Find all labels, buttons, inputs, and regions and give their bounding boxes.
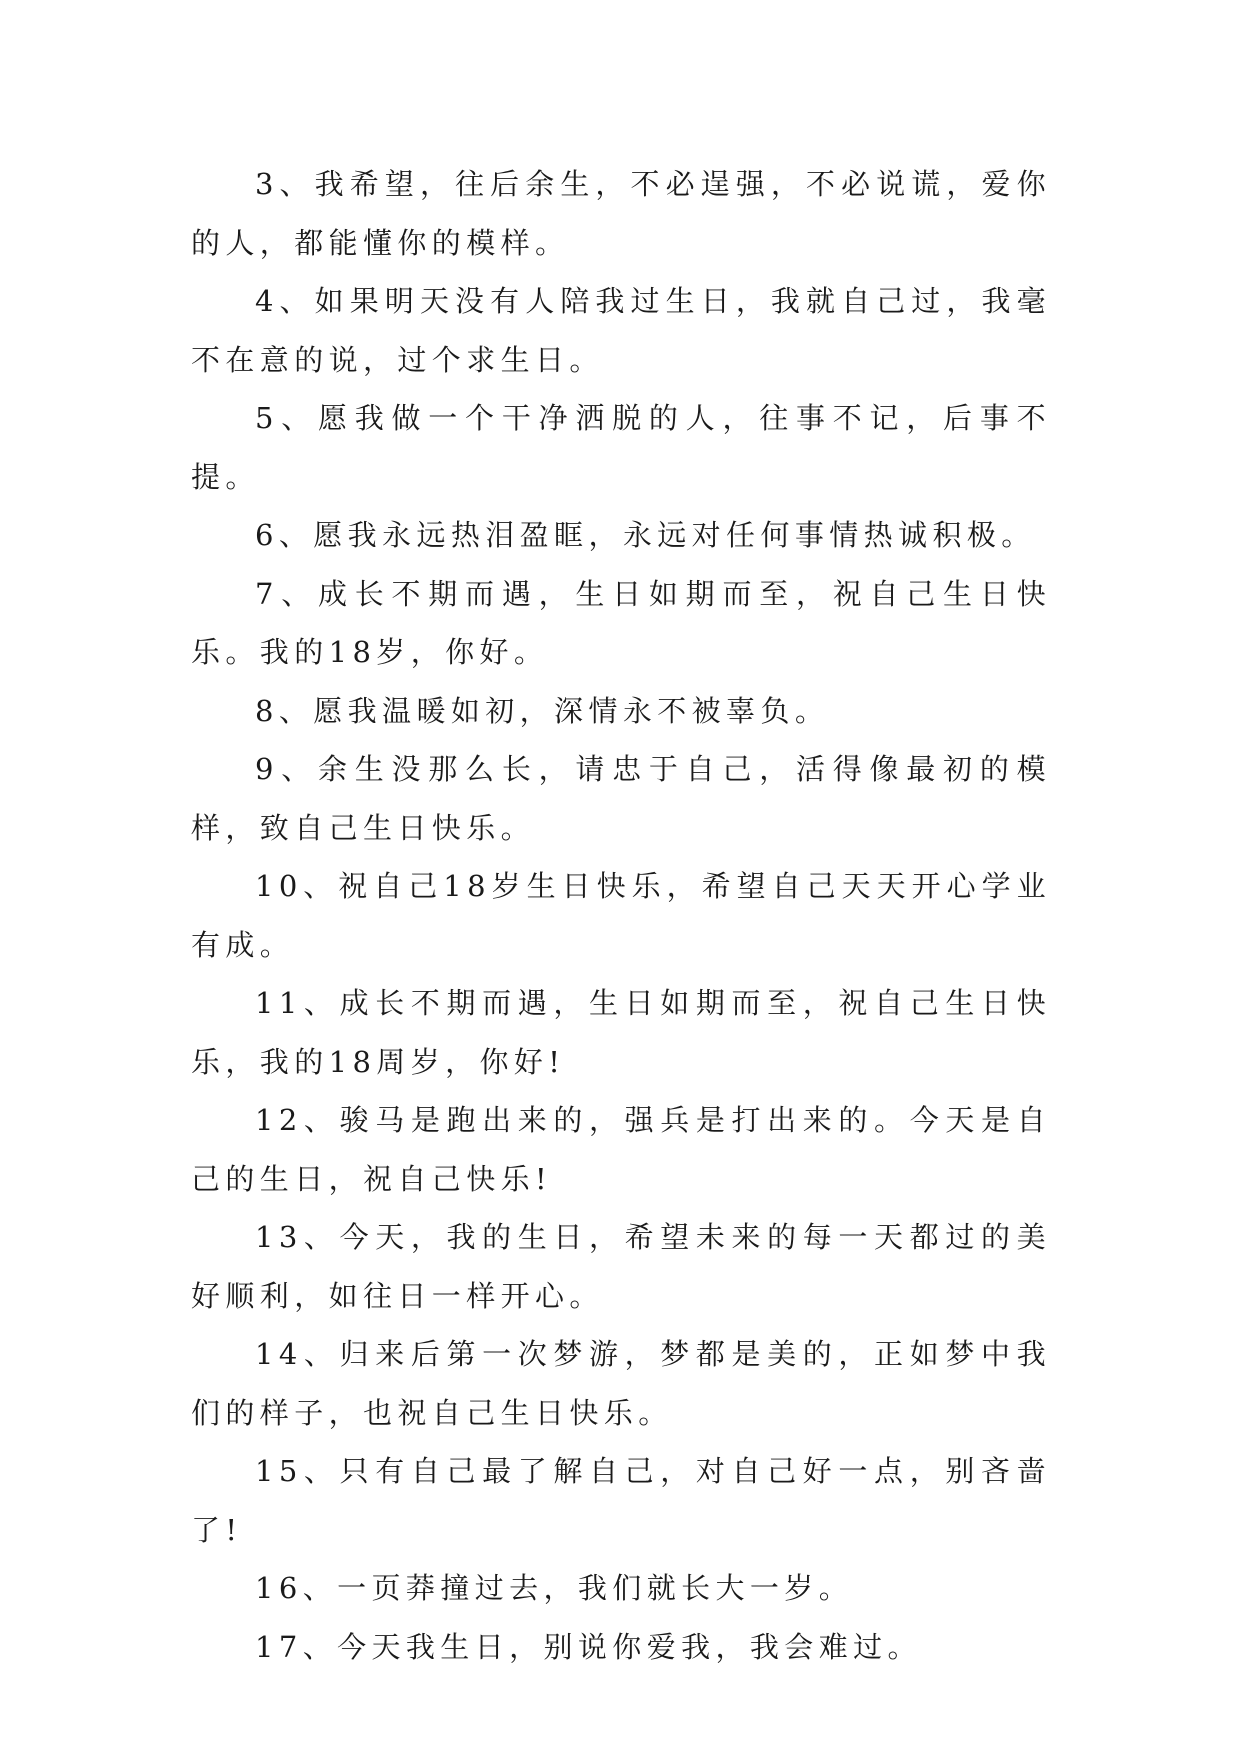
paragraph-12: 12、骏马是跑出来的，强兵是打出来的。今天是自己的生日，祝自己快乐! <box>191 1103 1051 1196</box>
paragraph-7: 7、成长不期而遇，生日如期而至，祝自己生日快乐。我的18岁，你好。 <box>191 576 1051 669</box>
paragraph-6: 6、愿我永远热泪盈眶，永远对任何事情热诚积极。 <box>255 518 1036 552</box>
paragraph-11: 11、成长不期而遇，生日如期而至，祝自己生日快乐，我的18周岁，你好! <box>191 986 1051 1079</box>
document-body <box>191 155 1051 1676</box>
paragraph-15: 15、只有自己最了解自己，对自己好一点，别吝啬了! <box>191 1454 1051 1547</box>
paragraph-9: 9、余生没那么长，请忠于自己，活得像最初的模样，致自己生日快乐。 <box>191 752 1051 845</box>
paragraph-5: 5、愿我做一个干净洒脱的人，往事不记，后事不提。 <box>191 401 1051 494</box>
paragraph-16: 16、一页莽撞过去，我们就长大一岁。 <box>255 1571 854 1605</box>
paragraph-10: 10、祝自己18岁生日快乐，希望自己天天开心学业有成。 <box>191 869 1051 962</box>
paragraph-3: 3、我希望，往后余生，不必逞强，不必说谎，爱你的人，都能懂你的模样。 <box>191 167 1051 260</box>
paragraph-14: 14、归来后第一次梦游，梦都是美的，正如梦中我们的样子，也祝自己生日快乐。 <box>191 1337 1051 1430</box>
paragraph-4: 4、如果明天没有人陪我过生日，我就自己过，我毫不在意的说，过个求生日。 <box>191 284 1051 377</box>
paragraph-17: 17、今天我生日，别说你爱我，我会难过。 <box>255 1629 922 1664</box>
paragraph-8: 8、愿我温暖如初，深情永不被辜负。 <box>255 693 830 728</box>
paragraph-13: 13、今天，我的生日，希望未来的每一天都过的美好顺利，如往日一样开心。 <box>191 1220 1051 1313</box>
